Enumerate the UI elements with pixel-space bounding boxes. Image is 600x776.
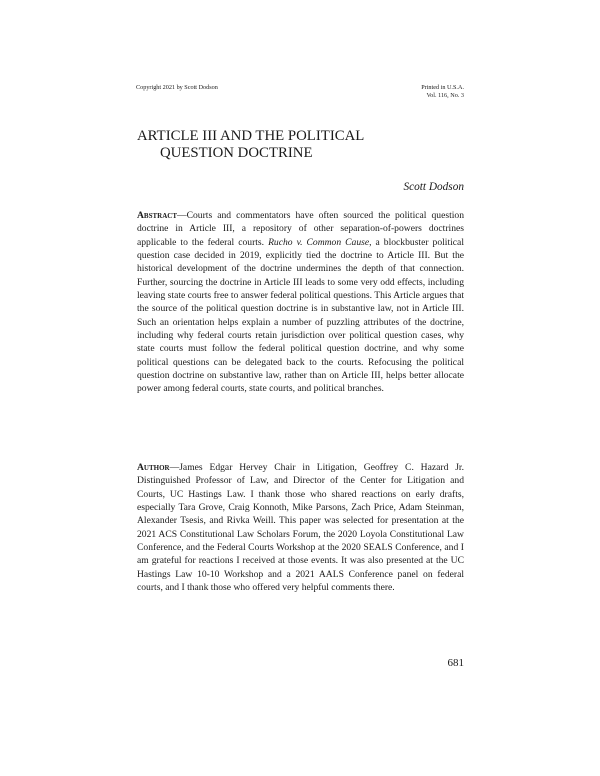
author-note-text: James Edgar Hervey Chair in Litigation, Geoffrey C. Hazard Jr. Distinguished Professor of Law, and Director of the Center for Litigation and Courts, UC Hastings Law. I thank those who shared reactions on early drafts, especially Tara Grove, Craig Konnoth, Mike Parsons, Zach Price, Adam Steinman, Alexander Tsesis, and Rivka Weill. This paper was selected for presentation at the 2021 ACS Constitutional Law Scholars Forum, the 2020 Loyola Constitutional Law Conference, and the Federal Courts Workshop at the 2020 SEALS Conference, and I am grateful for reactions I received at those events. It was also presented at the UC Hastings Law 10-10 Workshop and a 2021 AALS Conference panel on federal courts, and I thank those who offered very helpful comments there. xyxy=(137,462,464,593)
author-note-paragraph xyxy=(137,461,464,594)
copyright-notice: Copyright 2021 by Scott Dodson xyxy=(136,84,218,91)
title-line-1: ARTICLE III AND THE POLITICAL xyxy=(137,128,365,144)
print-info xyxy=(421,84,464,100)
abstract-text-2: , a blockbuster political question case decided in 2019, explicitly tied the doctrine to Article III. But the historical development of the doctrine undermines the depth of that connection. Further, sourcing the doctrine in Article III leads to some very odd effects, including leaving state courts free to answer federal political questions. This Article argues that the source of the political question doctrine is in substantive law, not in Article III. Such an orientation helps explain a number of puzzling attributes of the doctrine, including why federal courts retain jurisdiction over political question cases, why state courts must follow the federal political question doctrine, and why some political questions can be delegated back to the courts. Refocusing the political question doctrine on substantive law, rather than on Article III, helps better allocate power among federal courts, state courts, and political branches. xyxy=(137,236,464,395)
volume-info: Vol. 116, No. 3 xyxy=(426,92,464,99)
title-line-2: QUESTION DOCTRINE xyxy=(160,145,313,161)
printed-in: Printed in U.S.A. xyxy=(421,84,464,91)
abstract-label: Abstract xyxy=(137,210,177,221)
abstract-case-name: Rucho v. Common Cause xyxy=(268,236,370,248)
abstract-paragraph xyxy=(137,209,464,396)
article-title xyxy=(137,128,364,162)
abstract-text-1: Courts and commentators have often sourced the political question doctrine in Article III, a repository of other separation-of-powers doctrines applicable to the federal courts. xyxy=(137,210,464,248)
abstract-dash: — xyxy=(177,210,187,221)
author-note-dash: — xyxy=(169,462,180,473)
page-number: 681 xyxy=(447,657,464,669)
author-name: Scott Dodson xyxy=(403,181,464,193)
author-note-label: Author xyxy=(137,462,170,473)
